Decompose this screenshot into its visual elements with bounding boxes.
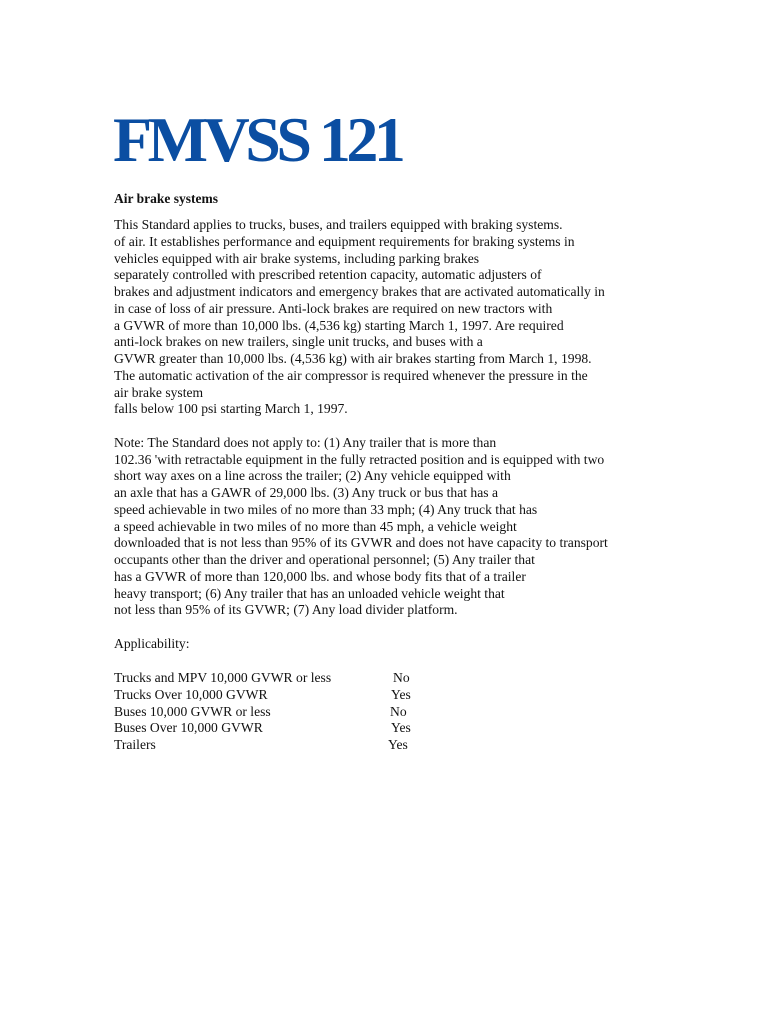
note-line: short way axes on a line across the trailer; (2) Any vehicle equipped with: [114, 468, 511, 484]
description-line: a GVWR of more than 10,000 lbs. (4,536 kg) starting March 1, 1997. Are required: [114, 317, 564, 333]
description-line: The automatic activation of the air compressor is required whenever the pressure in the: [114, 367, 588, 383]
note-line: Note: The Standard does not apply to: (1) Any trailer that is more than: [114, 434, 497, 450]
note-line: occupants other than the driver and operational personnel; (5) Any trailer that: [114, 552, 535, 567]
description-line: vehicles equipped with air brake systems, including parking brakes: [114, 250, 480, 266]
paragraph-spacer: [114, 619, 674, 636]
description-line: GVWR greater than 10,000 lbs. (4,536 kg) with air brakes starting from March 1, 1998.: [114, 351, 592, 366]
note-line: speed achievable in two miles of no more than 33 mph; (4) Any truck that has: [114, 501, 538, 517]
description-line: falls below 100 psi starting March 1, 1997.: [114, 401, 348, 417]
note-line: a speed achievable in two miles of no more than 45 mph, a vehicle weight: [114, 518, 517, 534]
description-line: anti-lock brakes on new trailers, single unit trucks, and buses with a: [114, 334, 483, 350]
description-line: This Standard applies to trucks, buses, and trailers equipped with braking systems.: [114, 217, 563, 232]
applicability-value: Yes: [388, 737, 408, 752]
applicability-row: [114, 737, 434, 754]
applicability-value: No: [393, 670, 410, 685]
document-body: [114, 217, 674, 653]
description-line: air brake system: [114, 384, 204, 400]
applicability-row: [114, 704, 434, 721]
applicability-category: Trucks and MPV 10,000 GVWR or less: [114, 670, 332, 685]
description-line: of air. It establishes performance and equipment requirements for braking systems in: [114, 233, 575, 249]
applicability-category: Buses Over 10,000 GVWR: [114, 720, 263, 736]
description-paragraph: [114, 217, 674, 418]
applicability-row: [114, 687, 434, 704]
applicability-category: Buses 10,000 GVWR or less: [114, 703, 271, 719]
applicability-row: [114, 670, 434, 687]
document-subtitle: Air brake systems: [114, 191, 218, 206]
note-line: downloaded that is not less than 95% of its GVWR and does not have capacity to transport: [114, 535, 608, 551]
description-line: in case of loss of air pressure. Anti-lock brakes are required on new tractors with: [114, 300, 553, 316]
applicability-value: Yes: [391, 720, 411, 736]
applicability-category: Trailers: [114, 737, 156, 752]
note-line: an axle that has a GAWR of 29,000 lbs. (3) Any truck or bus that has a: [114, 485, 498, 500]
note-line: not less than 95% of its GVWR; (7) Any load divider platform.: [114, 602, 458, 618]
applicability-table: [114, 670, 434, 754]
note-line: 102.36 'with retractable equipment in the fully retracted position and is equipped with two: [114, 451, 605, 467]
note-paragraph: [114, 435, 674, 619]
document-title: FMVSS 121: [113, 104, 402, 175]
description-line: separately controlled with prescribed retention capacity, automatic adjusters of: [114, 267, 542, 283]
note-line: has a GVWR of more than 120,000 lbs. and whose body fits that of a trailer: [114, 568, 526, 584]
applicability-value: Yes: [391, 686, 411, 702]
applicability-heading: Applicability:: [114, 635, 190, 651]
applicability-value: No: [390, 703, 407, 719]
applicability-category: Trucks Over 10,000 GVWR: [114, 686, 268, 702]
paragraph-spacer: [114, 418, 674, 435]
applicability-row: [114, 720, 434, 737]
note-line: heavy transport; (6) Any trailer that has an unloaded vehicle weight that: [114, 585, 505, 601]
description-line: brakes and adjustment indicators and emergency brakes that are activated automatically in: [114, 284, 605, 299]
